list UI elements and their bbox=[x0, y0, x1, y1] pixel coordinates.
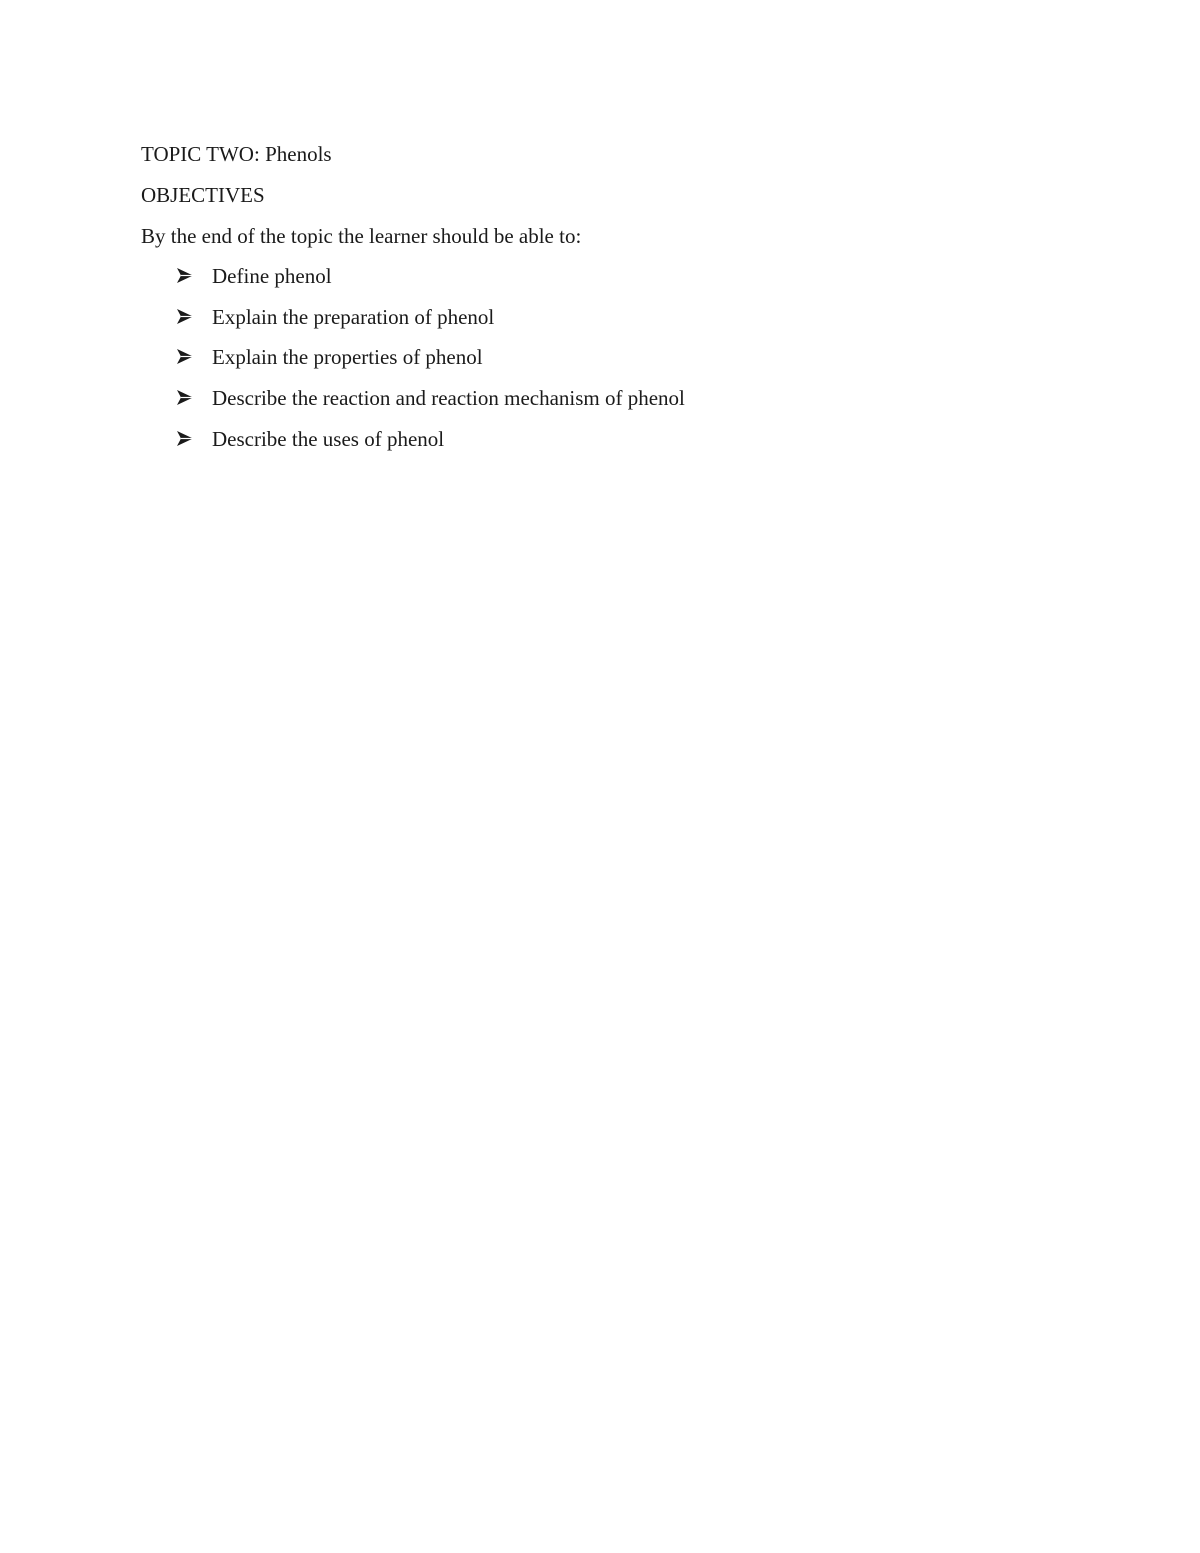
arrowhead-bullet-icon bbox=[176, 386, 212, 406]
objective-text: Explain the properties of phenol bbox=[212, 345, 483, 370]
list-item bbox=[176, 427, 685, 468]
arrowhead-bullet-icon bbox=[176, 427, 212, 447]
topic-label: TOPIC TWO: bbox=[141, 142, 260, 166]
arrowhead-bullet-icon bbox=[176, 305, 212, 325]
list-item bbox=[176, 386, 685, 427]
objective-text: Define phenol bbox=[212, 264, 332, 288]
list-item bbox=[176, 264, 685, 305]
topic-title: Phenols bbox=[259, 142, 332, 166]
objectives-list bbox=[176, 264, 685, 467]
topic-heading bbox=[141, 142, 332, 166]
list-item bbox=[176, 345, 685, 386]
objective-text: Explain the preparation of phenol bbox=[212, 304, 495, 329]
objectives-heading: OBJECTIVES bbox=[141, 183, 265, 207]
list-item bbox=[176, 305, 685, 346]
objective-text: Describe the reaction and reaction mechanism of phenol bbox=[212, 386, 685, 411]
objective-text: Describe the uses of phenol bbox=[212, 426, 445, 451]
arrowhead-bullet-icon bbox=[176, 264, 212, 284]
objectives-intro: By the end of the topic the learner should be able to: bbox=[141, 224, 582, 248]
arrowhead-bullet-icon bbox=[176, 345, 212, 365]
